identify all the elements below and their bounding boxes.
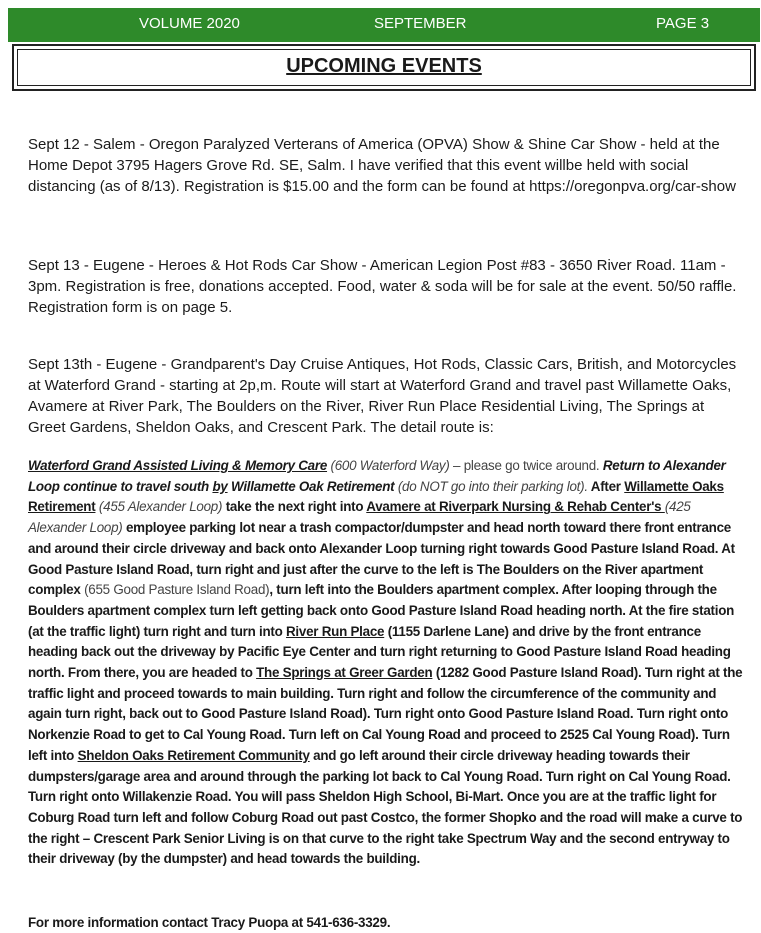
route-location-link-text: by xyxy=(212,478,228,494)
route-text-segment: Return to Alexander Loop continue to travel south xyxy=(28,458,726,494)
route-text-segment: take the next right into xyxy=(222,499,367,515)
route-text-segment: (455 Alexander Loop) xyxy=(95,499,223,515)
route-text-segment: (425 Alexander Loop) xyxy=(28,499,691,536)
month-label: SEPTEMBER xyxy=(374,15,467,32)
route-text-segment: (600 Waterford Way) xyxy=(327,458,450,473)
volume-label: VOLUME 2020 xyxy=(139,15,240,32)
route-text-segment: , turn left into the Boulders apartment complex. After looping through the Boulders apartment complex turn left getting back onto Good Pasture Island Road heading north. At the fire station (at the traffic light) turn right and turn into xyxy=(28,582,735,639)
route-text-segment: Willamette Oak Retirement xyxy=(227,478,395,494)
route-text-segment: (655 Good Pasture Island Road) xyxy=(84,582,270,598)
route-text-segment: employee parking lot near a trash compactor/dumpster and head north toward there front entrance and around their circle driveway and back onto Alexander Loop turning right towards Good Pasture Island Road. At Good Pasture Island Road, turn right and just after the curve to the left is The Boulders on the River apartment complex xyxy=(28,520,735,598)
route-location-link-text: Avamere at Riverpark Nursing & Rehab Center's xyxy=(366,499,665,515)
event-grandparents-day-cruise: Sept 13th - Eugene - Grandparent's Day Cruise Antiques, Hot Rods, Classic Cars, British, and Motorcycles at Waterford Grand - starting at 2p,m. Route will start at Waterford Grand and travel past Willamette Oaks, Avamere at River Park, The Boulders on the River, River Run Place Residential Living, The Springs at Greet Gardens, Sheldon Oaks, and Crescent Park. The detail route is: xyxy=(28,356,737,436)
route-location-link-text: The Springs at Greer Garden xyxy=(256,665,433,681)
route-location-link-text: Sheldon Oaks Retirement Community xyxy=(77,747,310,763)
route-text-segment: (do NOT go into their parking lot). xyxy=(394,478,588,494)
newsletter-header-bar xyxy=(8,8,760,42)
page-title: UPCOMING EVENTS xyxy=(286,55,482,77)
title-box xyxy=(12,44,756,91)
detailed-route-description xyxy=(28,456,748,870)
event-heroes-hot-rods: Sept 13 - Eugene - Heroes & Hot Rods Car Show - American Legion Post #83 - 3650 River Road. 11am - 3pm. Registration is free, donations accepted. Food, water & soda will be for sale at the event. 50/50 raffle. Registration form is on page 5. xyxy=(28,257,737,316)
route-text-segment: (1155 Darlene Lane) and drive by the front entrance heading back out the driveway by Pacific Eye Center and turn right returning to Good Pasture Island Road heading north. From there, you are headed to xyxy=(28,623,731,681)
page-label: PAGE 3 xyxy=(656,15,710,32)
route-location-link-text: Willamette Oaks Retirement xyxy=(28,478,724,515)
contact-info: For more information contact Tracy Puopa at 541-636-3329. xyxy=(28,915,391,930)
route-text-segment: After xyxy=(587,478,625,494)
event-opva-car-show: Sept 12 - Salem - Oregon Paralyzed Verterans of America (OPVA) Show & Shine Car Show - held at the Home Depot 3795 Hagers Grove Rd. SE, Salm. I have verified that this event willbe held with social distancing (as of 8/13). Registration is $15.00 and the form can be found at https://oregonpva.org/car-show xyxy=(28,136,736,195)
route-location-link-text: River Run Place xyxy=(286,623,385,639)
route-location-link-text: Waterford Grand Assisted Living & Memory Care xyxy=(28,458,328,473)
route-text-segment: and go left around their circle driveway heading towards their dumpsters/garage area and around through the parking lot back to Cal Young Road. Turn right on Cal Young Road. Turn right onto Willakenzie Road. You will pass Sheldon High School, Bi-Mart. Once you are at the traffic light for Coburg Road turn left and follow Coburg Road out past Costco, the former Shopko and the road will make a curve to the right – Crescent Park Senior Living is on that curve to the right take Spectrum Way and the second entryway to their driveway (by the dumpster) and head towards the building. xyxy=(28,747,743,867)
route-text-segment: (1282 Good Pasture Island Road). Turn right at the traffic light and proceed towards to main building. Turn right and follow the circumference of the community and again turn right, back out to Good Pasture Island Road). Turn right onto Good Pasture Island Road. Turn right onto Norkenzie Road to get to Cal Young Road. Turn left on Cal Young Road and proceed to 2525 Cal Young Road). Turn left into xyxy=(28,665,743,763)
route-text-segment: – please go twice around. xyxy=(449,458,603,473)
